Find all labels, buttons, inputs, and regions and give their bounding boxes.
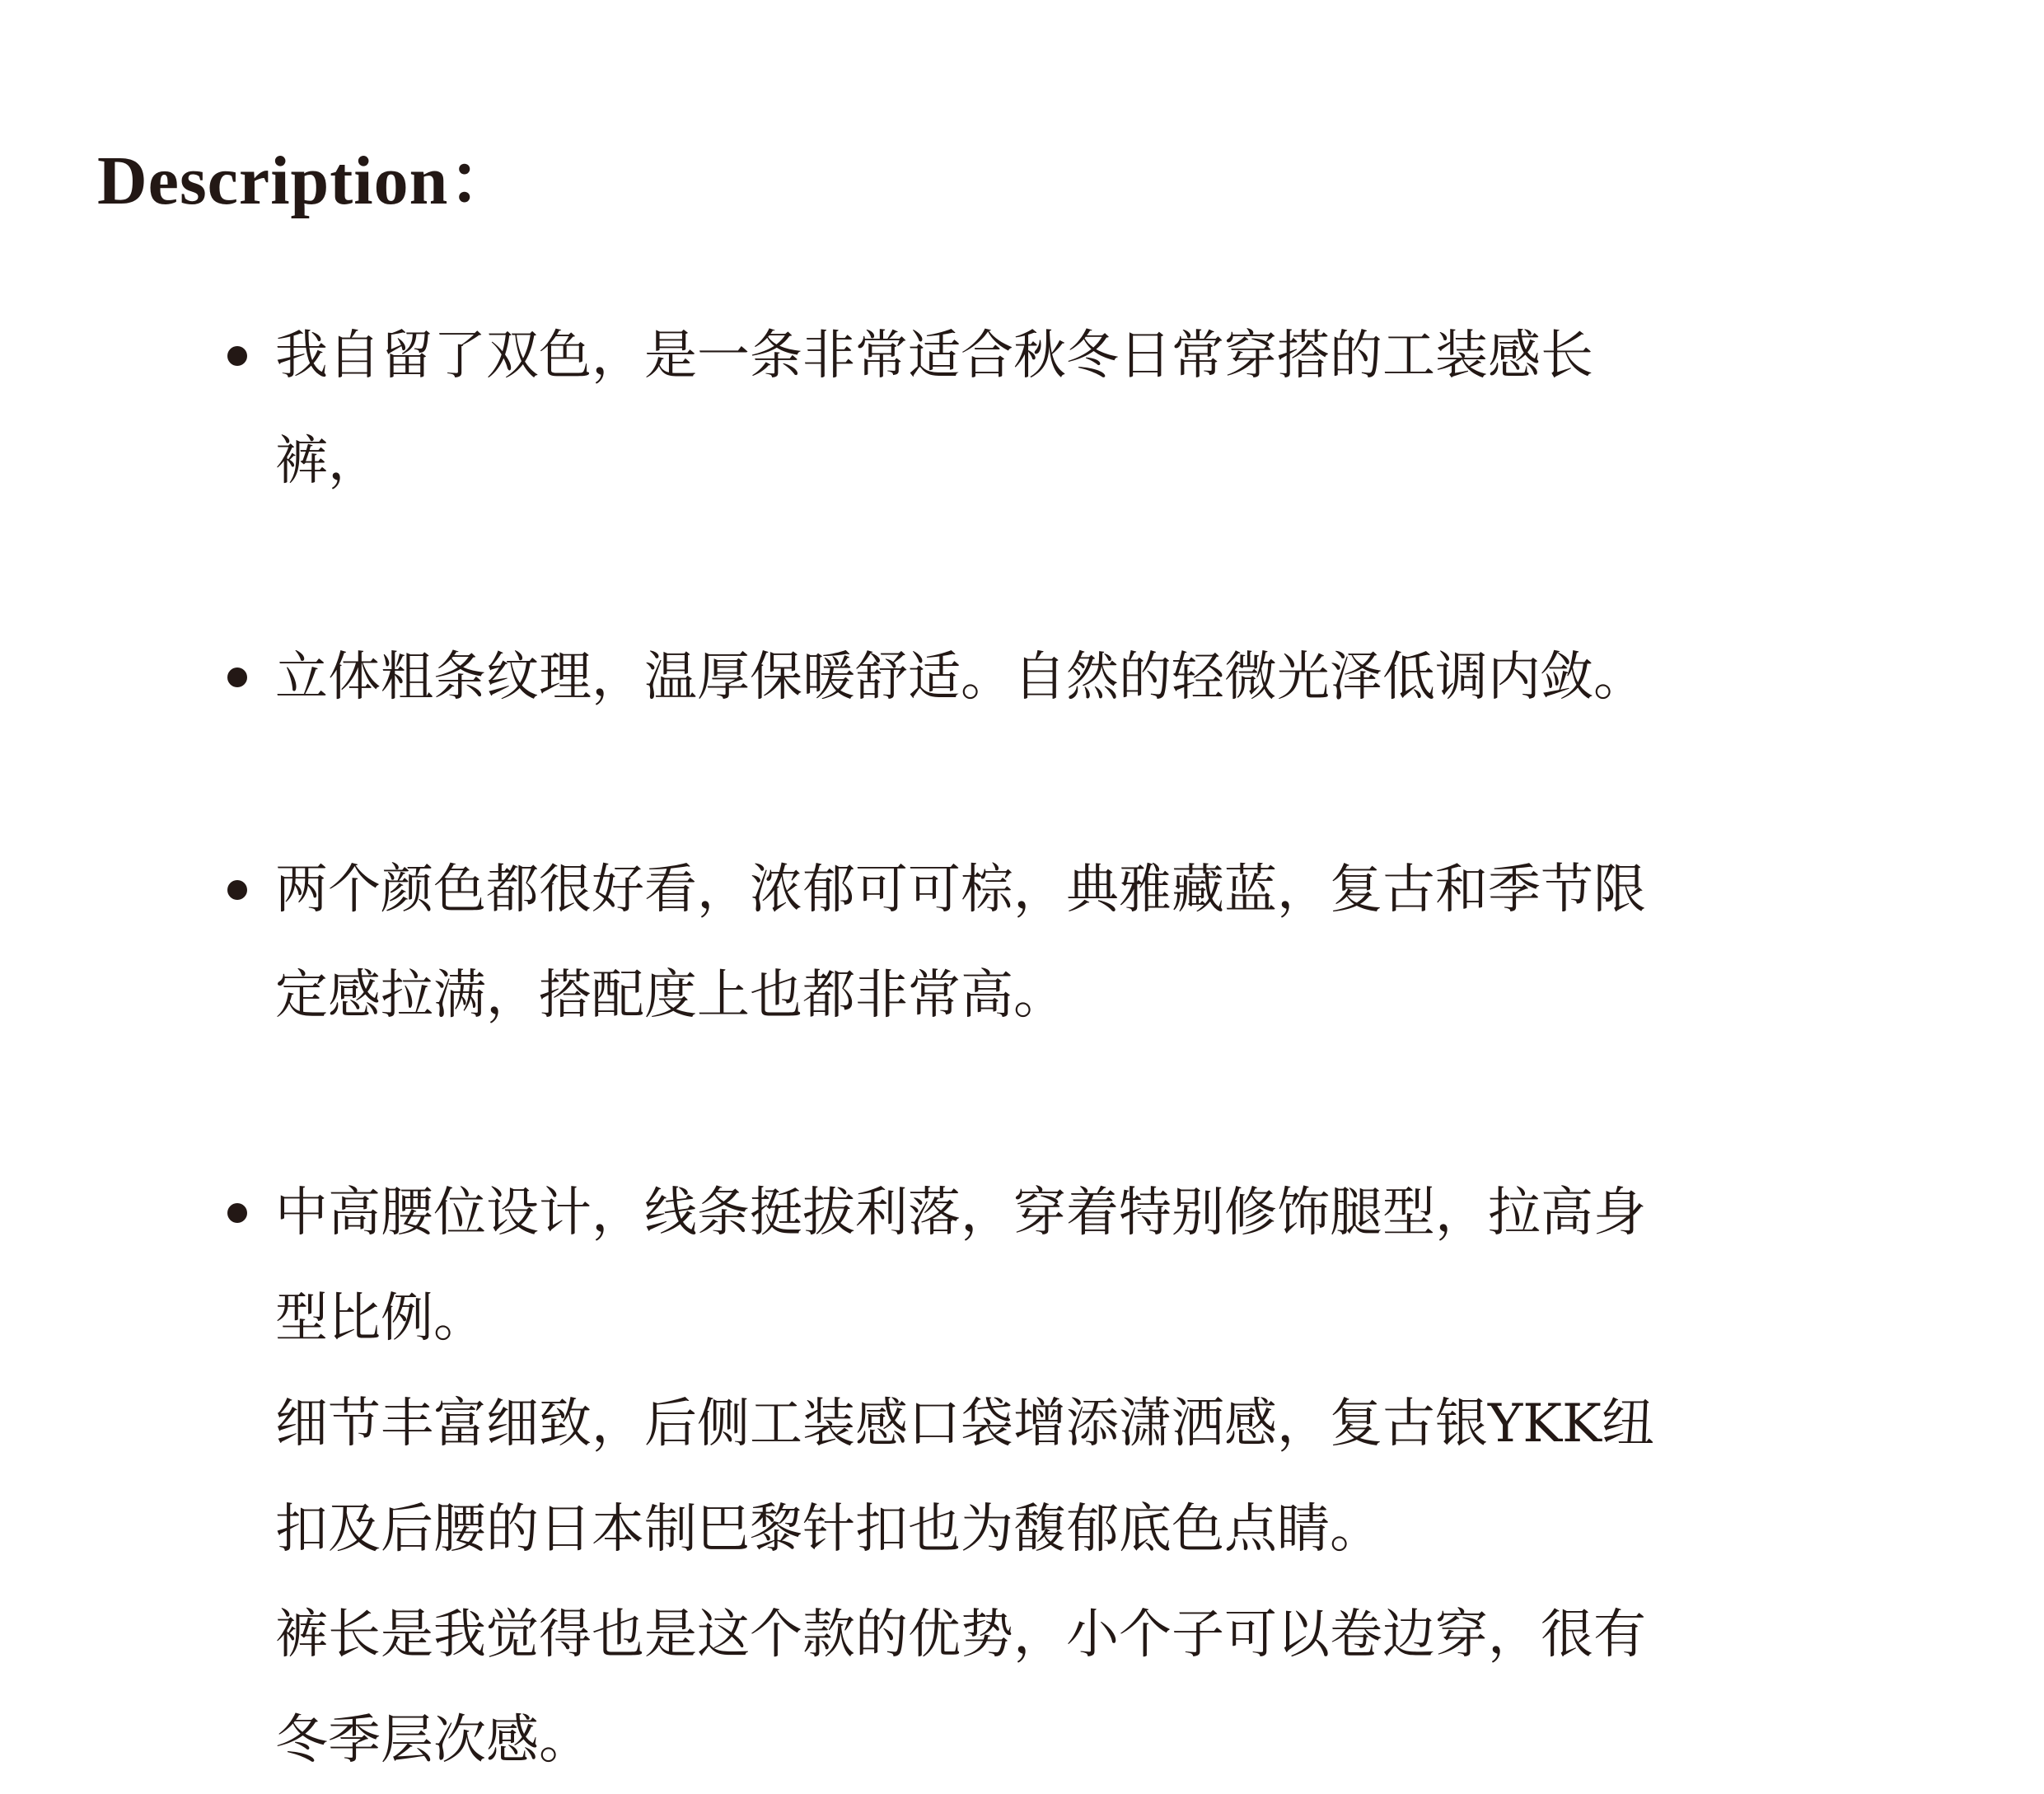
description-heading: Description： — [97, 143, 519, 219]
bullet-text-line: 裤， — [275, 431, 381, 492]
bullet-text-line: 我自留了双色，是一条非常适合秋冬日常穿搭的工装感长 — [275, 326, 1593, 386]
bullet-item — [275, 303, 1841, 514]
bullet-text-line: 两个颜色都很好看，浓郁可可棕，典雅藏蓝，复古和季节限 — [275, 860, 1646, 920]
bullet-dot-icon — [227, 880, 247, 900]
bullet-item — [275, 625, 1841, 730]
bullet-text-line: 立体粗条纹理，温厚保暖舒适。自然的轻微光泽低调内敛。 — [275, 647, 1646, 708]
bullet-item — [275, 837, 1841, 1048]
bullet-dot-icon — [227, 346, 247, 366]
bullet-text-line: 裤长是我觉得也是这个款的优势，小个子可以卷边穿，很有 — [275, 1604, 1646, 1665]
bullet-item — [275, 1160, 1841, 1793]
bullet-text-line: 扣及后腰的日本制巴黎针扣也为馥郁底色点睛。 — [275, 1499, 1382, 1560]
bullet-text-line: 冬季层次感。 — [275, 1710, 592, 1771]
bullet-dot-icon — [227, 667, 247, 687]
bullet-dot-icon — [227, 1203, 247, 1223]
bullet-text-line: 定感拉满，搭配度上也都非常高。 — [275, 965, 1066, 1026]
bullet-text-line: 中高腰位设计，线条挺拔利落，穿着特别修饰腿型，拉高身 — [275, 1183, 1646, 1244]
bullet-text-line: 型比例。 — [275, 1288, 486, 1349]
bullet-text-line: 细节丰富细致，后侧工装感口袋增添潇洒感，复古银YKK纽 — [275, 1394, 1654, 1454]
